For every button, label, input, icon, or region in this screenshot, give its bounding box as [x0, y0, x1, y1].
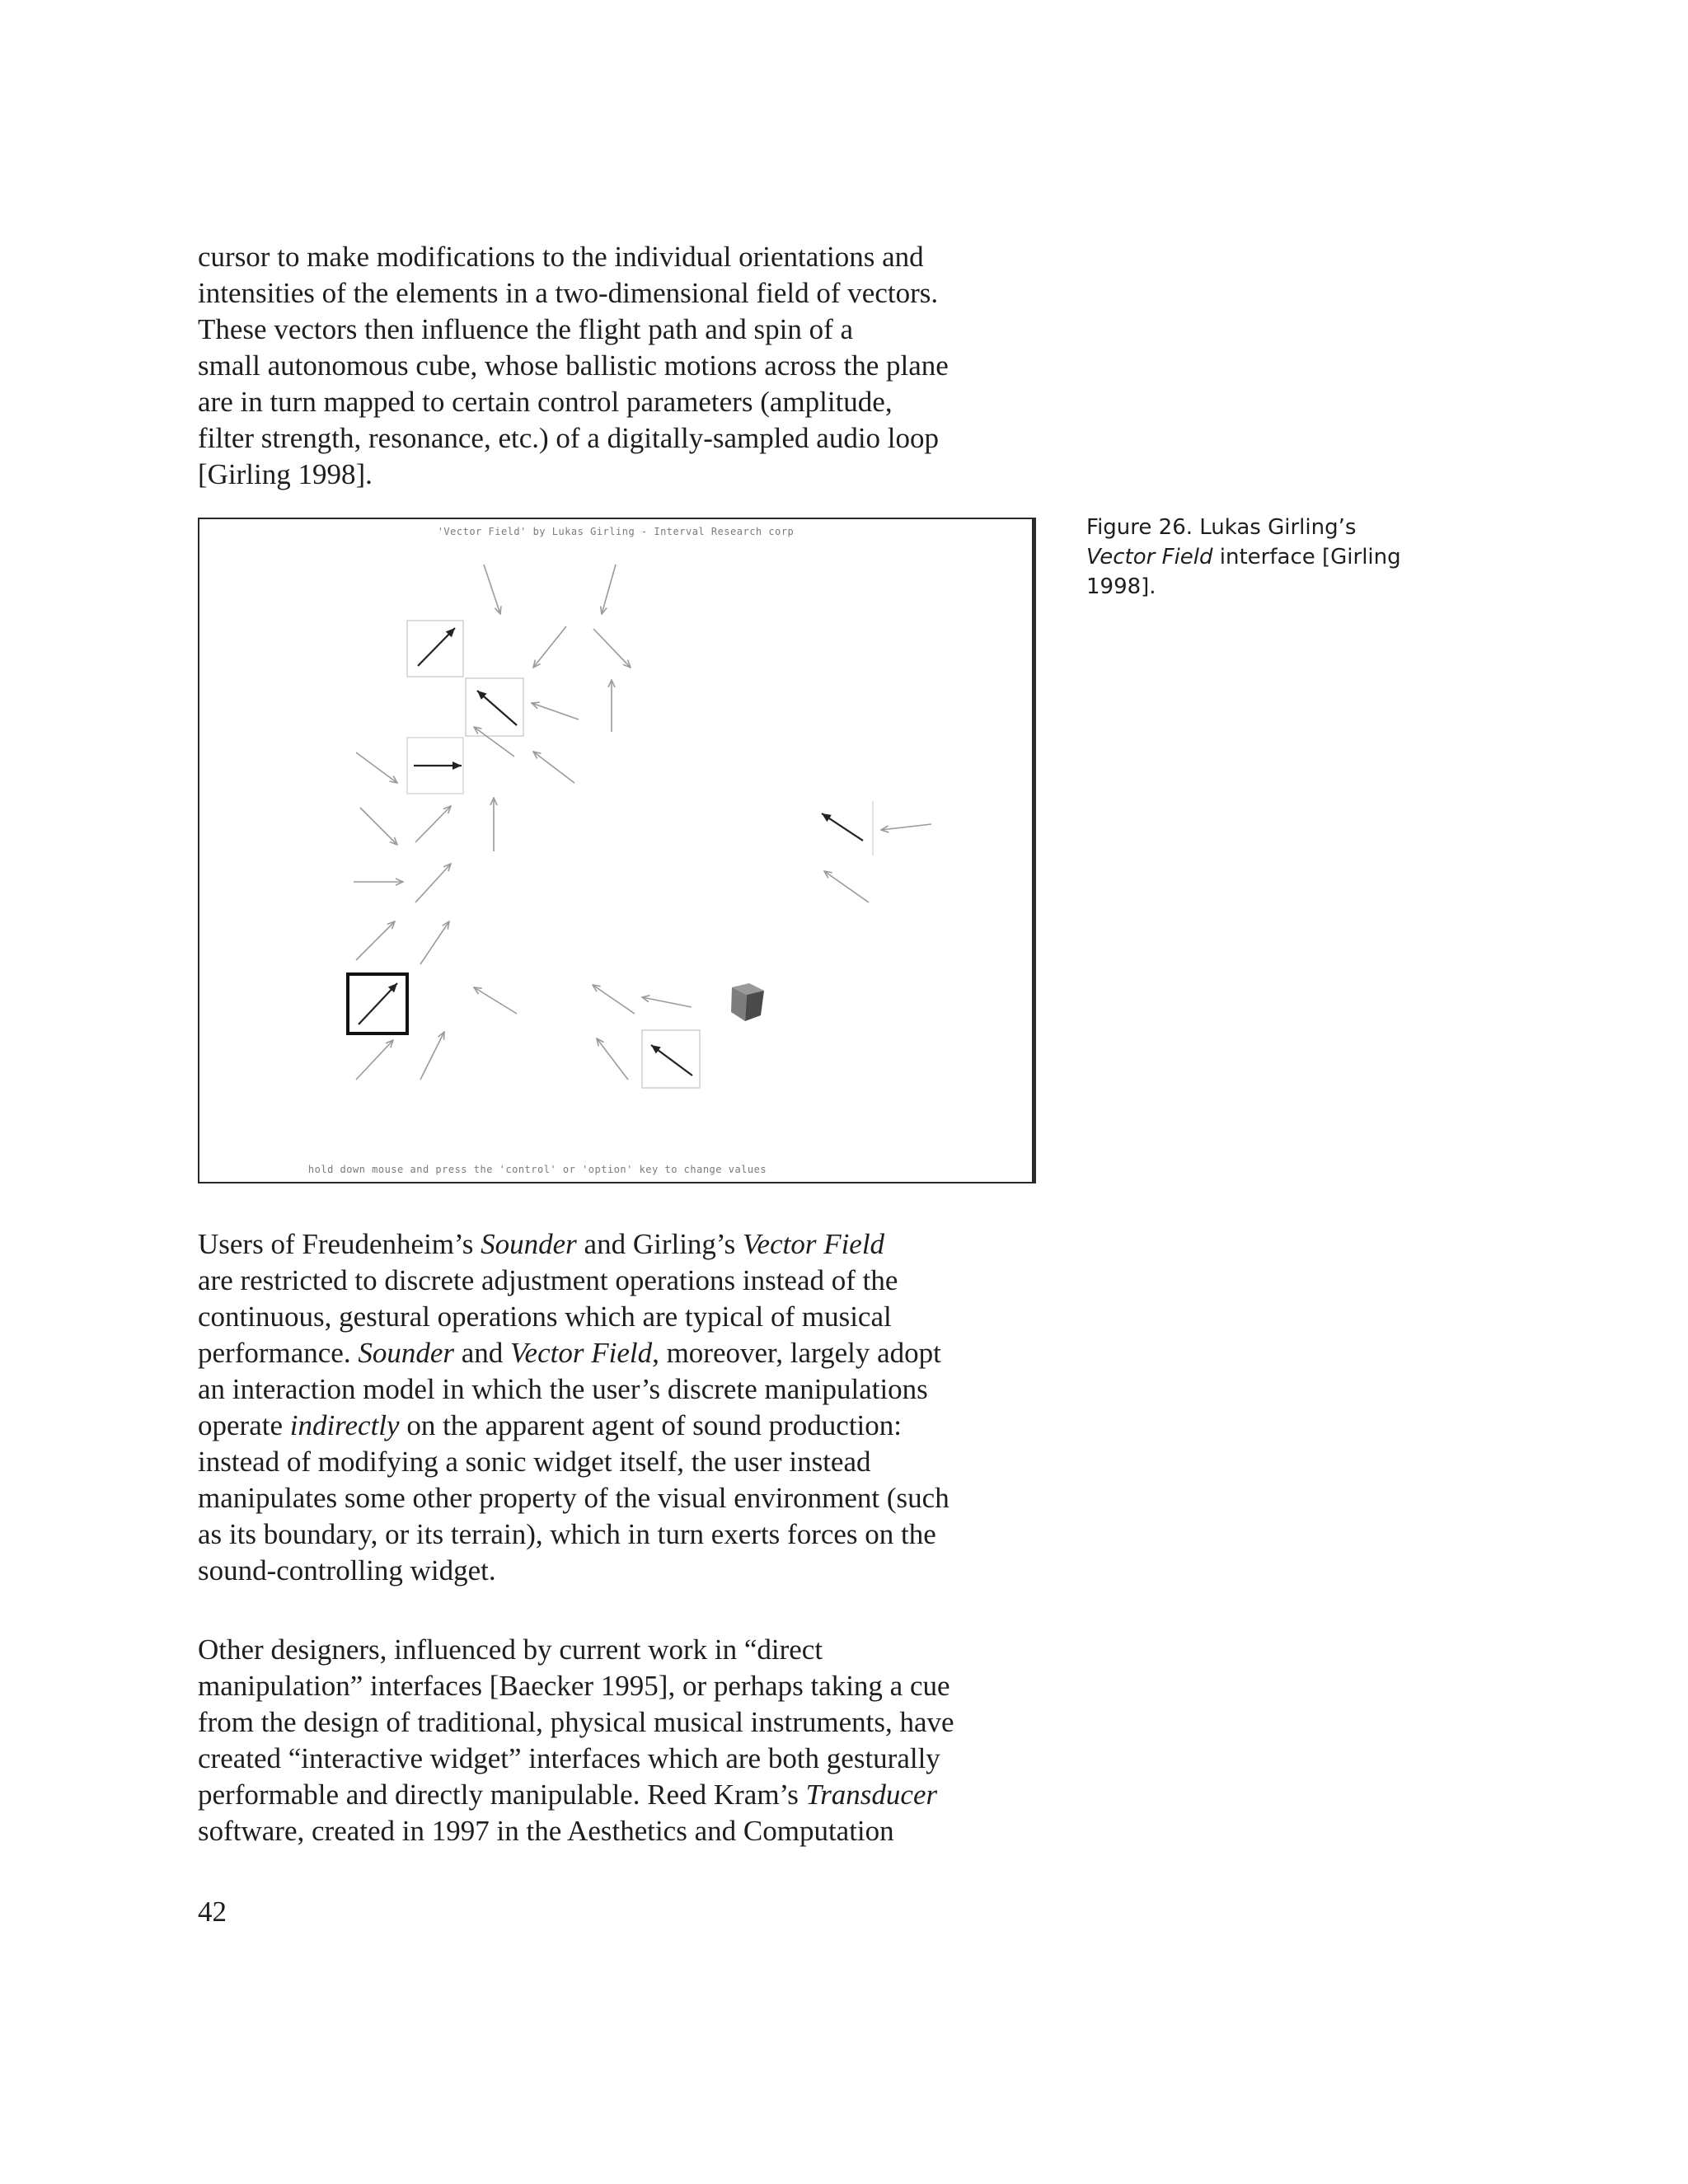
- text-run: Users of Freudenheim’s: [198, 1228, 481, 1260]
- text-line: instead of modifying a sonic widget itself, the user instead: [198, 1446, 871, 1478]
- text-line: an interaction model in which the user’s discrete manipulations: [198, 1373, 928, 1405]
- paragraph-2: [198, 1226, 950, 1589]
- text-run: on the apparent agent of sound production:: [399, 1409, 902, 1441]
- caption-line: Figure 26. Lukas Girling’s: [1086, 515, 1357, 540]
- italic-title: Sounder: [481, 1228, 577, 1260]
- italic-title: Vector Field: [510, 1337, 653, 1369]
- figure-hint-text: hold down mouse and press the 'control' or 'option' key to change values: [307, 1164, 767, 1175]
- text-run: performable and directly manipulable. Reed Kram’s: [198, 1779, 806, 1811]
- text-line: software, created in 1997 in the Aesthetics and Computation: [198, 1815, 894, 1847]
- text-run: performance.: [198, 1337, 359, 1369]
- italic-emphasis: indirectly: [289, 1409, 400, 1441]
- text-line: [Girling 1998].: [198, 458, 373, 490]
- figure-vector-field: [198, 518, 1036, 1183]
- text-run: and: [454, 1337, 511, 1369]
- page-number: 42: [198, 1896, 227, 1928]
- text-run: and Girling’s: [576, 1228, 743, 1260]
- text-run: operate: [198, 1409, 290, 1441]
- text-line: continuous, gestural operations which are typical of musical: [198, 1301, 892, 1333]
- text-line: manipulates some other property of the visual environment (such: [198, 1482, 950, 1514]
- figure-title-text: 'Vector Field' by Lukas Girling - Interval Research corp: [437, 526, 795, 537]
- text-line: created “interactive widget” interfaces which are both gesturally: [198, 1742, 940, 1774]
- italic-title: Sounder: [358, 1337, 454, 1369]
- paragraph-3: [198, 1632, 954, 1849]
- text-line: small autonomous cube, whose ballistic motions across the plane: [198, 349, 949, 382]
- text-line: manipulation” interfaces [Baecker 1995], or perhaps taking a cue: [198, 1670, 950, 1702]
- autonomous-cube: [731, 983, 764, 1021]
- text-line: [198, 1226, 950, 1263]
- vector-field-canvas: [199, 519, 1032, 1183]
- text-run: , moreover, largely adopt: [652, 1337, 941, 1369]
- italic-title: Transducer: [805, 1779, 938, 1811]
- italic-title: Vector Field: [743, 1228, 885, 1260]
- text-line: [198, 1335, 950, 1371]
- paragraph-1: [198, 239, 949, 493]
- caption-line: 1998].: [1086, 574, 1156, 599]
- text-line: are in turn mapped to certain control parameters (amplitude,: [198, 386, 893, 418]
- text-line: are restricted to discrete adjustment operations instead of the: [198, 1264, 898, 1296]
- vector-arrows-selected[interactable]: [359, 628, 863, 1076]
- text-line: cursor to make modifications to the individual orientations and: [198, 241, 924, 273]
- text-line: [198, 1408, 950, 1444]
- text-line: intensities of the elements in a two-dimensional field of vectors.: [198, 277, 939, 309]
- caption-italic-title: Vector Field: [1086, 545, 1213, 569]
- text-line: Other designers, influenced by current work in “direct: [198, 1633, 823, 1666]
- text-line: from the design of traditional, physical musical instruments, have: [198, 1706, 954, 1738]
- caption-text: interface [Girling: [1212, 545, 1401, 569]
- figure-caption: [1086, 513, 1401, 602]
- text-line: as its boundary, or its terrain), which in turn exerts forces on the: [198, 1518, 936, 1550]
- text-line: filter strength, resonance, etc.) of a digitally-sampled audio loop: [198, 422, 940, 454]
- text-line: [198, 1777, 954, 1813]
- text-line: These vectors then influence the flight path and spin of a: [198, 313, 854, 345]
- text-line: sound-controlling widget.: [198, 1554, 496, 1586]
- caption-line: [1086, 542, 1401, 572]
